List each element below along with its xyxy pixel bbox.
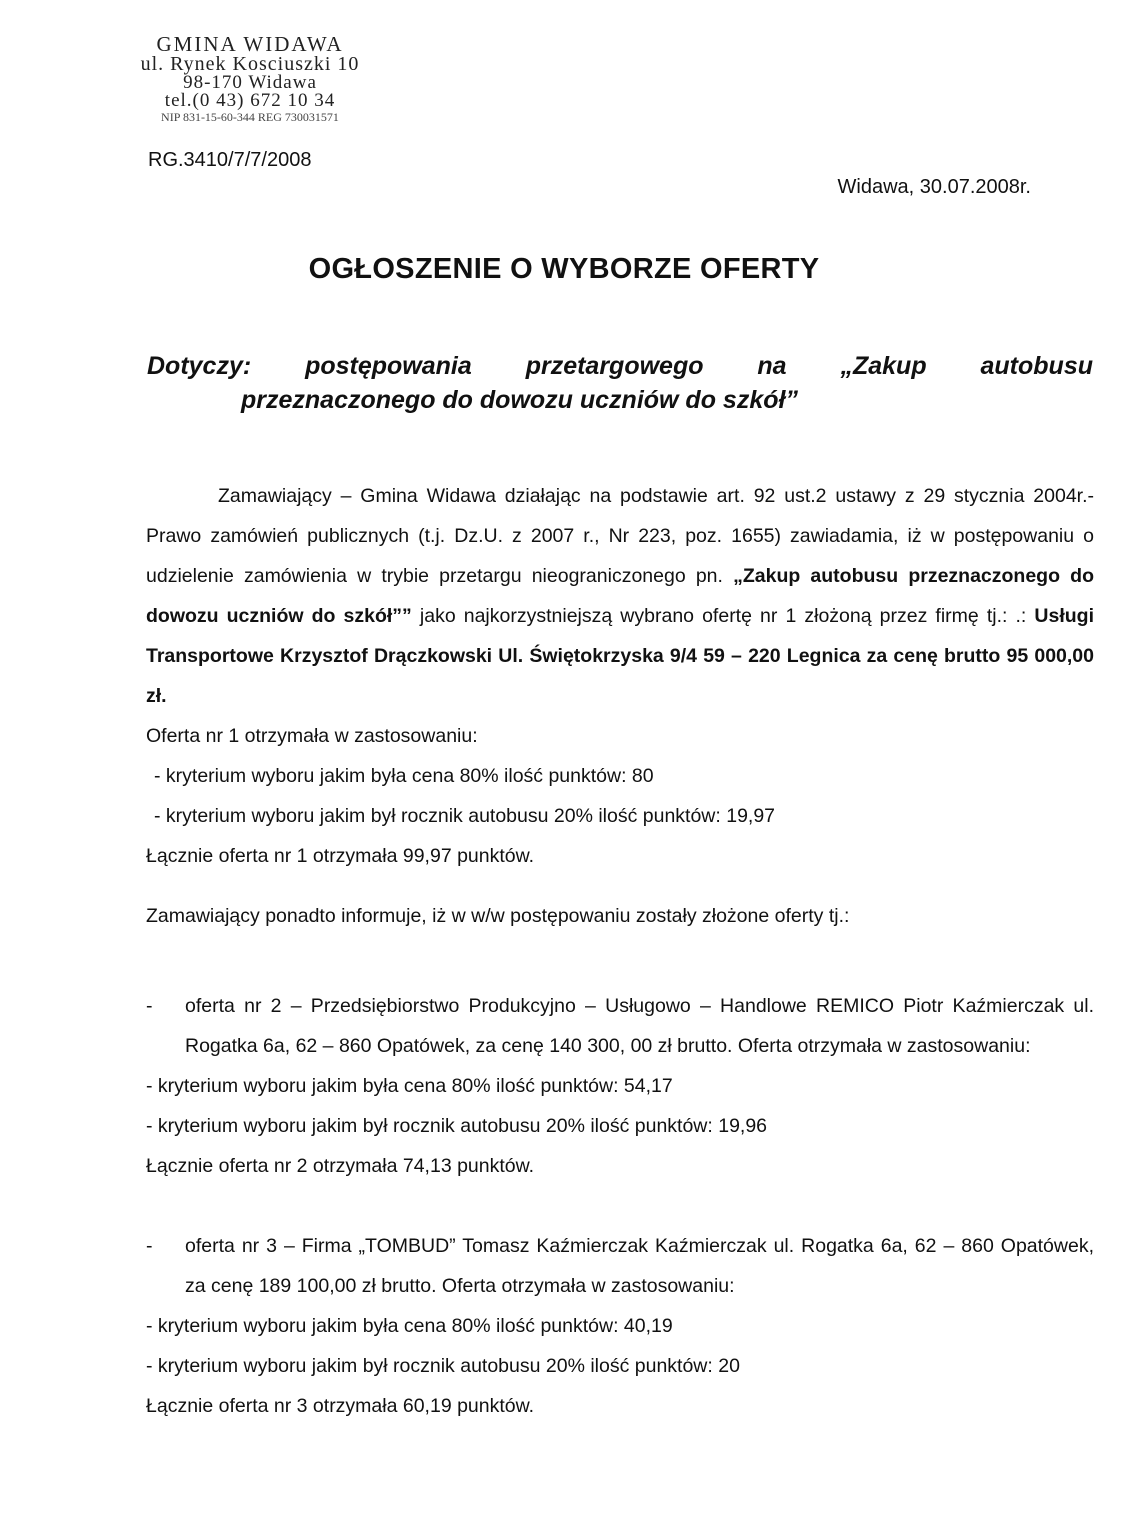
offer3-description: oferta nr 3 – Firma „TOMBUD” Tomasz Kaźmierczak Kaźmierczak ul. Rogatka 6a, 62 – 860 Opatówek, za cenę 189 100,00 zł brutto. Oferta otrzymała w zastosowaniu: bbox=[185, 1235, 1094, 1297]
intro-text-1: Zamawiający – Gmina Widawa działając na podstawie art. 92 ust.2 ustawy z 29 stycznia 2004r.- Prawo zamówień publicznych (t.j. Dz.U. z 2007 r., Nr 223, poz. 1655) zawiadamia, iż w postępowaniu o udzielenie zamówienia w trybie przetargu nieograniczonego pn. bbox=[146, 485, 1094, 587]
subject-line-1: Dotyczy: postępowania przetargowego na „Zakup autobusu bbox=[147, 352, 1093, 380]
offer2-block bbox=[146, 986, 1094, 1066]
document-title: OGŁOSZENIE O WYBORZE OFERTY bbox=[308, 253, 820, 285]
other-offers-intro: Zamawiający ponadto informuje, iż w w/w postępowaniu zostały złożone oferty tj.: bbox=[146, 905, 850, 927]
subject-heading bbox=[147, 349, 1093, 417]
offer2-total: Łącznie oferta nr 2 otrzymała 74,13 punktów. bbox=[146, 1155, 535, 1177]
place-date: Widawa, 30.07.2008r. bbox=[837, 176, 1031, 198]
offer2-dash: - bbox=[146, 995, 153, 1017]
intro-tender-name: „Zakup autobusu przeznaczonego do dowozu uczniów do szkół”” bbox=[146, 565, 1094, 627]
offer1-criterion-year: - kryterium wyboru jakim był rocznik autobusu 20% ilość punktów: 19,97 bbox=[154, 805, 776, 827]
offer3-dash: - bbox=[146, 1235, 153, 1257]
intro-paragraph bbox=[146, 476, 1094, 716]
offer2-criterion-year: - kryterium wyboru jakim był rocznik autobusu 20% ilość punktów: 19,96 bbox=[146, 1115, 768, 1137]
offer3-total: Łącznie oferta nr 3 otrzymała 60,19 punktów. bbox=[146, 1395, 535, 1417]
intro-text-2: jako najkorzystniejszą wybrano ofertę nr 1 złożoną przez firmę tj.: .: bbox=[411, 605, 1035, 627]
municipality-stamp bbox=[100, 34, 400, 123]
winning-offer: Usługi Transportowe Krzysztof Drączkowski Ul. Świętokrzyska 9/4 59 – 220 Legnica za cenę brutto 95 000,00 zł. bbox=[146, 605, 1094, 707]
subject-line-2: przeznaczonego do dowozu uczniów do szkół” bbox=[241, 386, 798, 414]
reference-number: RG.3410/7/7/2008 bbox=[148, 149, 312, 171]
stamp-phone: tel.(0 43) 672 10 34 bbox=[164, 90, 336, 111]
stamp-postal: 98-170 Widawa bbox=[183, 72, 317, 93]
stamp-name: GMINA WIDAWA bbox=[156, 32, 344, 56]
stamp-nip-regon: NIP 831-15-60-344 REG 730031571 bbox=[161, 110, 339, 124]
stamp-street: ul. Rynek Kosciuszki 10 bbox=[140, 53, 360, 75]
document-body bbox=[146, 476, 1094, 1426]
offer3-criterion-price: - kryterium wyboru jakim była cena 80% ilość punktów: 40,19 bbox=[146, 1315, 673, 1337]
offer2-description: oferta nr 2 – Przedsiębiorstwo Produkcyjno – Usługowo – Handlowe REMICO Piotr Kaźmierczak ul. Rogatka 6a, 62 – 860 Opatówek, za cenę 140 300, 00 zł brutto. Oferta otrzymała w zastosowaniu: bbox=[185, 995, 1094, 1057]
offer2-criterion-price: - kryterium wyboru jakim była cena 80% ilość punktów: 54,17 bbox=[146, 1075, 673, 1097]
offer1-criterion-price: - kryterium wyboru jakim była cena 80% ilość punktów: 80 bbox=[154, 765, 654, 787]
offer1-total: Łącznie oferta nr 1 otrzymała 99,97 punktów. bbox=[146, 845, 535, 867]
offer3-block bbox=[146, 1226, 1094, 1306]
offer1-received: Oferta nr 1 otrzymała w zastosowaniu: bbox=[146, 725, 478, 747]
offer3-criterion-year: - kryterium wyboru jakim był rocznik autobusu 20% ilość punktów: 20 bbox=[146, 1355, 740, 1377]
